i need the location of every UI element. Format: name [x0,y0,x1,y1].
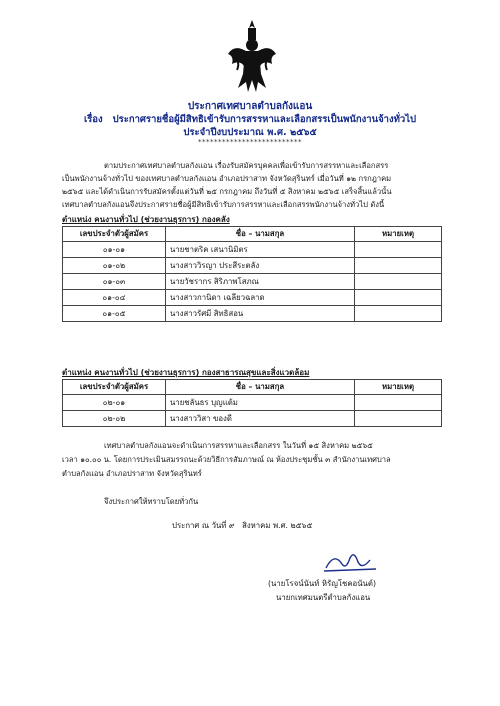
applicant-id: ๐๑-๐๒ [63,258,166,274]
intro-line-2: เป็นพนักงานจ้างทั่วไป ของเทศบาลตำบลกังแอน อำเภอปราสาท จังหวัดสุรินทร์ เมื่อวันที่ ๑๒ กรกฎาคม [62,174,392,183]
table-header-row [63,380,442,395]
applicant-remark [355,242,442,258]
section2-title: ตำแหน่ง คนงานทั่วไป (ช่วยงานธุรการ) กองสาธารณสุขและสิ่งแวดล้อม [62,368,310,377]
header-applicant-id: เลขประจำตัวผู้สมัคร [63,227,166,242]
announce-date [172,520,312,532]
section1-table [62,226,442,322]
table-row [63,395,442,411]
signer-position: นายกเทศมนตรีตำบลกังแอน [276,593,371,602]
applicant-name: นางสาวรัศมี สิทธิสอน [166,306,355,322]
table-row [63,411,442,427]
table-row [63,306,442,322]
applicant-name: นางสาวกานิดา เฉลียวฉลาด [166,290,355,306]
applicant-remark [355,395,442,411]
closing-line-2: เวลา ๑๐.๐๐ น. โดยการประเมินสมรรถนะด้วยวิธีการสัมภาษณ์ ณ ห้องประชุมชั้น ๓ สำนักงานเทศบาล [62,455,391,464]
garuda-emblem-icon [226,18,278,96]
applicant-name: นายชาตริค เสนานิมิตร [166,242,355,258]
signer-name: (นายโรจน์นันท์ หิรัญโชคอนันต์) [268,579,376,588]
header-full-name: ชื่อ – นามสกุล [166,227,355,242]
applicant-name: นางสาววิสา ของดี [166,411,355,427]
intro-line-3: ๒๕๖๕ และได้ดำเนินการรับสมัครตั้งแต่วันที่ ๒๕ กรกฎาคม ถึงวันที่ ๕ สิงหาคม ๒๕๖๕ เสร็จสิ้นแล้วนั้น [62,187,392,196]
date-rest: สิงหาคม พ.ศ. ๒๕๖๕ [242,521,313,530]
applicant-id: ๐๑-๐๓ [63,274,166,290]
applicant-remark [355,290,442,306]
announce-text: จึงประกาศให้ทราบโดยทั่วกัน [104,497,199,506]
intro-line-1: ตามประกาศเทศบาลตำบลกังแอน เรื่องรับสมัครบุคคลเพื่อเข้ารับการสรรหาและเลือกสรร [104,161,389,170]
subject-label: เรื่อง [83,114,103,125]
applicant-name: นายชลันธร บุญแต้ม [166,395,355,411]
closing-line-1: เทศบาลตำบลกังแอนจะดำเนินการสรรหาและเลือกสรร ในวันที่ ๑๕ สิงหาคม ๒๕๖๕ [104,441,373,450]
header-remark: หมายเหตุ [355,380,442,395]
table-header-row [63,227,442,242]
applicant-remark [355,258,442,274]
table-row [63,290,442,306]
applicant-name: นางสาววิรญา ประสีระตลัง [166,258,355,274]
applicant-id: ๐๑-๐๑ [63,242,166,258]
header-full-name: ชื่อ – นามสกุล [166,380,355,395]
table-row [63,242,442,258]
document-subject-line2: ประจำปีงบประมาณ พ.ศ. ๒๕๖๕ [183,127,317,138]
header-applicant-id: เลขประจำตัวผู้สมัคร [63,380,166,395]
applicant-id: ๐๑-๐๔ [63,290,166,306]
applicant-id: ๐๑-๐๕ [63,306,166,322]
applicant-name: นายวัชรากร สิริภาพโสภณ [166,274,355,290]
section2-table [62,379,442,427]
table-row [63,258,442,274]
signature-mark-icon [320,548,380,576]
section1-title: ตำแหน่ง คนงานทั่วไป (ช่วยงานธุรการ) กองคลัง [62,215,230,224]
subject-text: ประกาศรายชื่อผู้มีสิทธิเข้ารับการสรรหาและเลือกสรรเป็นพนักงานจ้างทั่วไป [112,114,417,125]
stars-divider: ************************** [198,138,302,146]
applicant-remark [355,274,442,290]
applicant-remark [355,306,442,322]
date-prefix: ประกาศ ณ วันที่ [172,521,227,530]
applicant-id: ๐๒-๐๑ [63,395,166,411]
document-title: ประกาศเทศบาลตำบลกังแอน [187,101,313,112]
applicant-id: ๐๒-๐๒ [63,411,166,427]
intro-line-4: เทศบาลตำบลกังแอนจึงประกาศรายชื่อผู้มีสิทธิเข้ารับการสรรหาและเลือกสรรพนักงานจ้างทั่วไป ดังนี้ [62,200,385,209]
date-day: ๙ [228,521,235,530]
table-row [63,274,442,290]
header-remark: หมายเหตุ [355,227,442,242]
closing-line-3: ตำบลกังแอน อำเภอปราสาท จังหวัดสุรินทร์ [62,469,202,478]
applicant-remark [355,411,442,427]
